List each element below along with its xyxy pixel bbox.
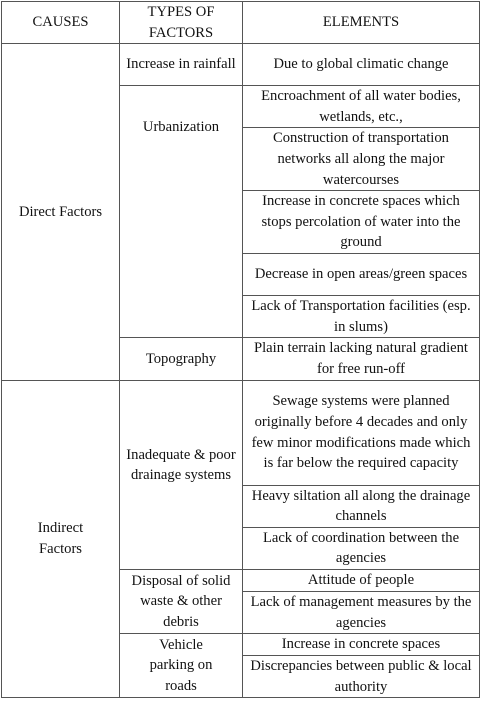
element-cell: Increase in concrete spaces [243, 634, 480, 656]
element-cell: Lack of coordination between the agencies [243, 527, 480, 569]
element-cell: Increase in concrete spaces which stops percolation of water into the ground [243, 191, 480, 254]
header-elements: ELEMENTS [243, 2, 480, 44]
header-row [2, 2, 480, 44]
element-cell: Lack of management measures by the agencies [243, 591, 480, 633]
element-cell: Heavy siltation all along the drainage channels [243, 485, 480, 527]
cause-cell: Direct Factors [2, 44, 120, 380]
table-row [2, 380, 480, 485]
table-row [2, 44, 480, 86]
element-cell: Attitude of people [243, 569, 480, 591]
factor-type-cell: Disposal of solid waste & other debris [120, 569, 243, 633]
element-cell: Encroachment of all water bodies, wetlands, etc., [243, 86, 480, 128]
factor-type-cell: Increase in rainfall [120, 44, 243, 86]
element-cell: Decrease in open areas/green spaces [243, 254, 480, 296]
element-cell: Due to global climatic change [243, 44, 480, 86]
element-cell: Discrepancies between public & local authority [243, 656, 480, 698]
element-cell: Construction of transportation networks all along the major watercourses [243, 128, 480, 191]
factor-type-cell: Vehicle parking on roads [120, 634, 243, 698]
cause-cell: Indirect Factors [2, 380, 120, 698]
causes-table [1, 1, 480, 698]
element-cell: Sewage systems were planned originally before 4 decades and only few minor modifications made which is far below the required capacity [243, 380, 480, 485]
factor-type-cell: Inadequate & poor drainage systems [120, 380, 243, 569]
element-cell: Plain terrain lacking natural gradient for free run-off [243, 338, 480, 380]
header-types-of-factors: TYPES OF FACTORS [120, 2, 243, 44]
factor-type-cell: Urbanization [120, 86, 243, 338]
element-cell: Lack of Transportation facilities (esp. in slums) [243, 296, 480, 338]
header-causes: CAUSES [2, 2, 120, 44]
factor-type-cell: Topography [120, 338, 243, 380]
